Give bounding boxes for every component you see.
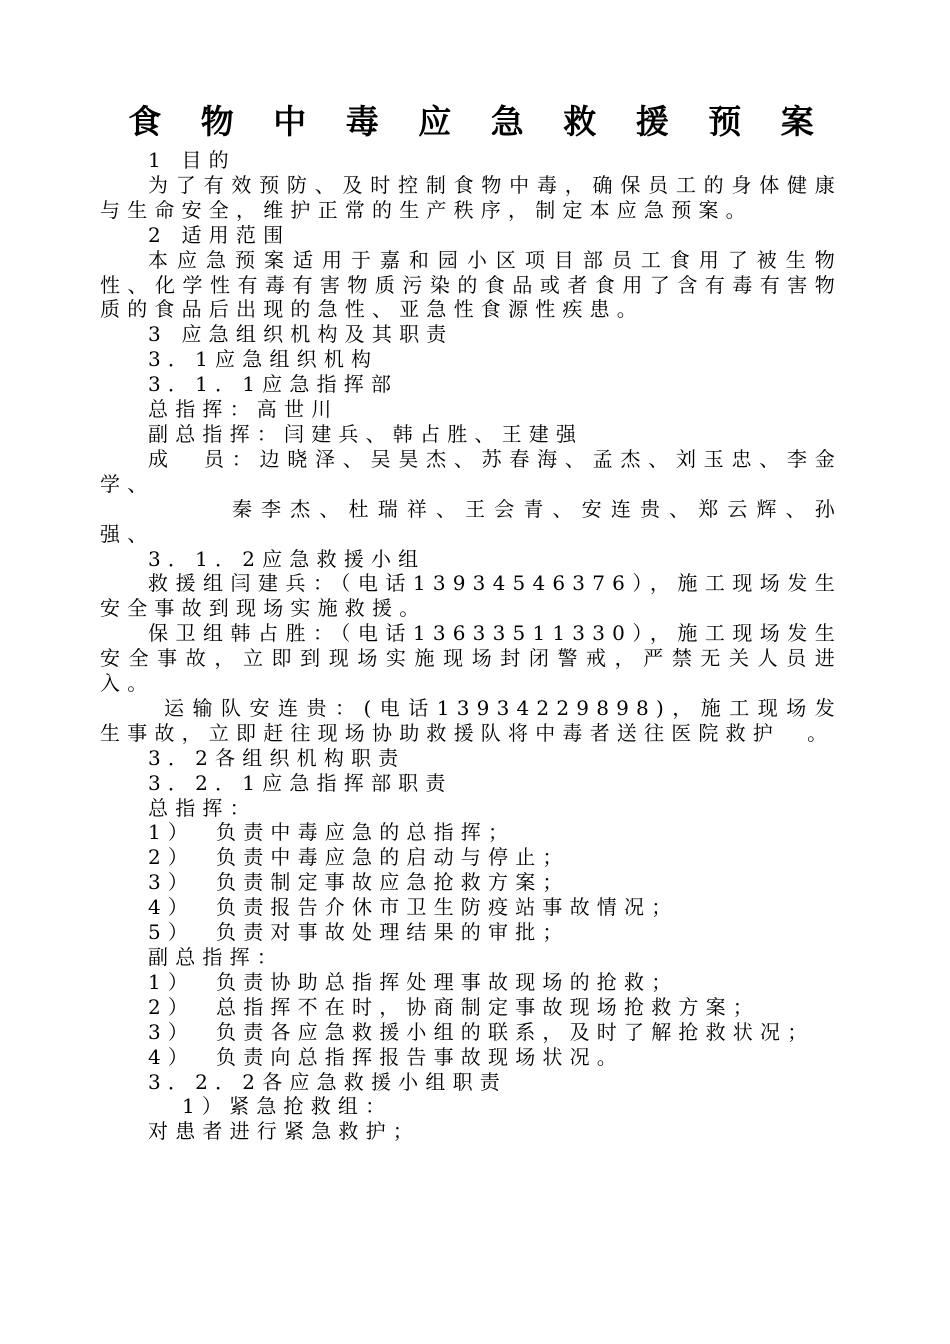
- list-item-text: 负责中毒应急的启动与停止；: [216, 845, 570, 870]
- body-paragraphs: [100, 148, 842, 820]
- deputy-duty-item: [100, 970, 842, 995]
- paragraph: 保卫组韩占胜：（电话13633511330），施工现场发生安全事故，立即到现场实施现场封闭警戒，严禁无关人员进入。: [100, 621, 842, 696]
- paragraph: 1 目的: [148, 148, 236, 172]
- list-item-number: 3）: [148, 870, 196, 895]
- deputy-duty-item: [100, 1045, 842, 1070]
- deputy-duty-item: [100, 1020, 842, 1045]
- paragraph: 救援组闫建兵：（电话13934546376），施工现场发生安全事故到现场实施救援。: [100, 571, 842, 621]
- list-item-text: 总指挥不在时，协商制定事故现场抢救方案；: [216, 994, 760, 1019]
- paragraph: 运输队安连贵：(电话13934229898)，施工现场发生事故，立即赶往现场协助救援队将中毒者送往医院救护 。: [100, 695, 842, 745]
- list-item-number: 2）: [148, 845, 196, 870]
- emergency-rescue-group-heading: 1）紧急抢救组：: [182, 1094, 393, 1119]
- commander-duty-item: [100, 895, 842, 920]
- paragraph: 3 应急组织机构及其职责: [148, 322, 454, 347]
- list-item-text: 负责向总指挥报告事故现场状况。: [216, 1044, 624, 1069]
- commander-duty-item: [100, 845, 842, 870]
- paragraph: 副总指挥：闫建兵、韩占胜、王建强: [148, 421, 584, 446]
- commander-duty-list: [100, 820, 842, 945]
- list-item-number: 4）: [148, 895, 196, 920]
- paragraph: 本应急预案适用于嘉和园小区项目部员工食用了被生物性、化学性有毒有害物质污染的食品或者食用了含有毒有害物质的食品后出现的急性、亚急性食源性疾患。: [100, 247, 842, 322]
- list-item-number: 1）: [148, 820, 196, 845]
- paragraph: 为了有效预防、及时控制食物中毒，确保员工的身体健康与生命安全，维护正常的生产秩序，制定本应急预案。: [100, 172, 842, 222]
- document-page: [100, 100, 842, 1144]
- paragraph: 3．2．1应急指挥部职责: [148, 770, 453, 795]
- list-item-text: 负责中毒应急的总指挥；: [216, 820, 516, 845]
- paragraph: 3．1．1应急指挥部: [148, 372, 399, 397]
- paragraph: 总指挥：高世川: [148, 397, 339, 422]
- document-title: 食 物 中 毒 应 急 救 援 预 案: [128, 102, 828, 141]
- list-item-text: 负责制定事故应急抢救方案；: [216, 870, 570, 895]
- deputy-duty-list: [100, 970, 842, 1070]
- paragraph: 成 员：边晓泽、吴昊杰、苏春海、孟杰、刘玉忠、李金学、: [100, 446, 842, 496]
- list-item-text: 负责报告介休市卫生防疫站事故情况；: [216, 895, 679, 920]
- emergency-rescue-group-duty: 对患者进行紧急救护；: [148, 1119, 420, 1144]
- commander-duty-item: [100, 920, 842, 945]
- deputy-duty-item: [100, 995, 842, 1020]
- paragraph: 3．2各组织机构职责: [148, 745, 406, 770]
- section-heading-3-2-2: 3．2．2各应急救援小组职责: [148, 1069, 507, 1094]
- list-item-number: 2）: [148, 994, 196, 1019]
- commander-duty-item: [100, 820, 842, 845]
- paragraph: 3．1应急组织机构: [148, 347, 379, 372]
- list-item-number: 3）: [148, 1019, 196, 1044]
- paragraph: 秦李杰、杜瑞祥、王会青、安连贵、郑云辉、孙强、: [100, 496, 842, 546]
- paragraph: 2 适用范围: [148, 222, 291, 247]
- list-item-number: 5）: [148, 920, 196, 945]
- commander-duty-item: [100, 870, 842, 895]
- paragraph: 总指挥：: [148, 795, 257, 820]
- list-item-number: 4）: [148, 1044, 196, 1069]
- deputy-commander-label: 副总指挥：: [148, 945, 284, 969]
- list-item-text: 负责各应急救援小组的联系，及时了解抢救状况；: [216, 1019, 815, 1044]
- paragraph: 3．1．2应急救援小组: [148, 546, 426, 571]
- list-item-text: 负责协助总指挥处理事故现场的抢救；: [216, 969, 679, 994]
- list-item-number: 1）: [148, 969, 196, 994]
- list-item-text: 负责对事故处理结果的审批；: [216, 920, 570, 945]
